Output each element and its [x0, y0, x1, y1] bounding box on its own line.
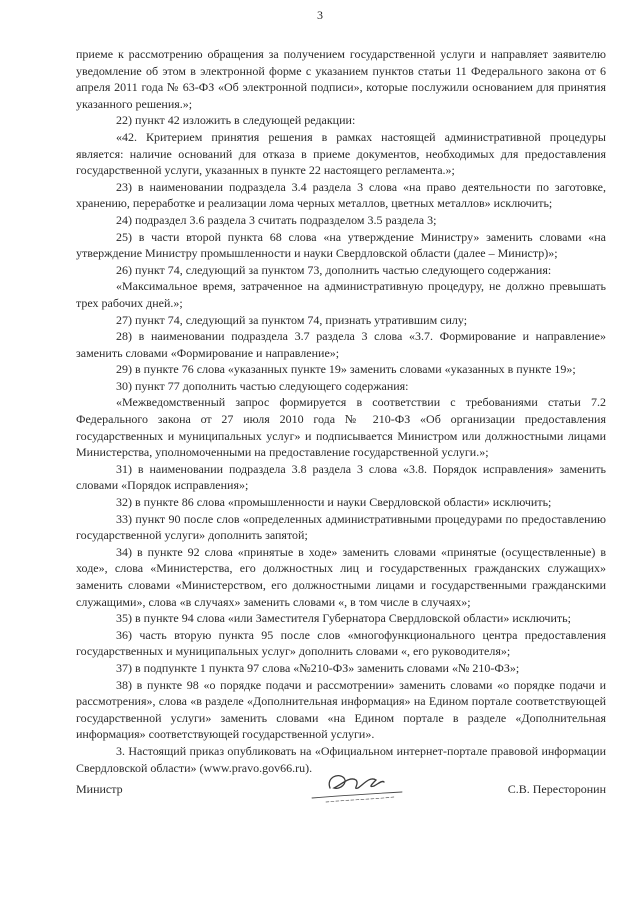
document-paragraph: 3. Настоящий приказ опубликовать на «Официальном интернет-портале правовой информации Свердловской области» (www.pravo.gov66.ru). — [76, 743, 606, 775]
handwritten-signature — [286, 766, 416, 812]
document-paragraph: 36) часть вторую пункта 95 после слов «многофункционального центра предоставления государственных и муниципальных услуг» дополнить словами «, его руководителя»; — [76, 627, 606, 659]
signature-block — [76, 776, 606, 812]
document-body — [76, 46, 606, 776]
document-paragraph: 26) пункт 74, следующий за пунктом 73, дополнить частью следующего содержания: — [116, 262, 552, 277]
document-paragraph: 35) в пункте 94 слова «или Заместителя Губернатора Свердловской области» исключить; — [116, 611, 571, 626]
document-paragraph: 28) в наименовании подраздела 3.7 раздела 3 слова «3.7. Формирование и направление» заменить словами «Формирование и направление»; — [76, 329, 606, 360]
page-number: 3 — [317, 8, 323, 22]
document-paragraph: «Максимальное время, затраченное на административную процедуру, не должно превышать трех рабочих дней.»; — [76, 279, 606, 310]
signer-position: Министр — [76, 782, 123, 796]
document-paragraph: 31) в наименовании подраздела 3.8 раздела 3 слова «3.8. Порядок исправления» заменить словами «Порядок исправления»; — [76, 461, 606, 493]
document-paragraph: «42. Критерием принятия решения в рамках настоящей административной процедуры является: наличие оснований для отказа в приеме документов, необходимых для предоставления государственной услуги, указанных в пункте 22 настоящего регламента.»; — [76, 129, 606, 178]
signer-name: С.В. Пересторонин — [507, 782, 606, 796]
document-paragraph: 32) в пункте 86 слова «промышленности и науки Свердловской области» исключить; — [116, 495, 552, 510]
document-paragraph: 24) подраздел 3.6 раздела 3 считать подразделом 3.5 раздела 3; — [116, 212, 437, 227]
document-paragraph: 22) пункт 42 изложить в следующей редакции: — [116, 113, 356, 128]
document-paragraph: 27) пункт 74, следующий за пунктом 74, признать утратившим силу; — [116, 312, 468, 327]
document-paragraph: 23) в наименовании подраздела 3.4 раздела 3 слова «на право деятельности по заготовке, хранению, переработке и реализации лома черных металлов, цветных металлов» исключить; — [76, 179, 606, 211]
document-paragraph: 38) в пункте 98 «о порядке подачи и рассмотрении» заменить словами «о порядке подачи и рассмотрения», слова «в разделе «Дополнительная информация» на Едином портале соответствующей государственной услуги» заменить словами «на Едином портале в разделе «Дополнительная информация» соответствующей государственной услуги». — [76, 677, 606, 742]
document-paragraph: приеме к рассмотрению обращения за получением государственной услуги и направляет заявителю уведомление об этом в электронной форме с указанием пунктов статьи 11 Федерального закона от 6 апреля 2011 года № 63-ФЗ «Об электронной подписи», которые послужили основанием для принятия указанного решения.»; — [76, 47, 606, 111]
document-paragraph: 33) пункт 90 после слов «определенных административными процедурами по предоставлению государственной услуги» дополнить запятой; — [76, 511, 606, 543]
document-paragraph: 30) пункт 77 дополнить частью следующего содержания: — [116, 378, 409, 393]
document-paragraph: «Межведомственный запрос формируется в соответствии с требованиями статьи 7.2 Федерального закона от 27 июля 2010 года № 210-ФЗ «Об организации предоставления государственных и муниципальных услуг» и подписывается Министром или должностными лицами Министерства, уполномоченными на предоставление государственной услуги.»; — [76, 395, 606, 460]
document-paragraph: 29) в пункте 76 слова «указанных пункте 19» заменить словами «указанных в пункте 19»; — [116, 362, 576, 377]
document-paragraph: 34) в пункте 92 слова «принятые в ходе» заменить словами «принятые (осуществленные) в ходе», слова «Министерства, его должностных лиц и государственных гражданских служащих» заменить словами «Министерством, его должностными лицами и государственными гражданскими служащими», слова «в случаях» заменить словами «, в том числе в случаях»; — [76, 544, 606, 609]
document-paragraph: 25) в части второй пункта 68 слова «на утверждение Министру» заменить словами «на утверждение Министру промышленности и науки Свердловской области (далее – Министр)»; — [76, 229, 606, 261]
document-paragraph: 37) в подпункте 1 пункта 97 слова «№210-ФЗ» заменить словами «№ 210-ФЗ»; — [116, 660, 520, 675]
